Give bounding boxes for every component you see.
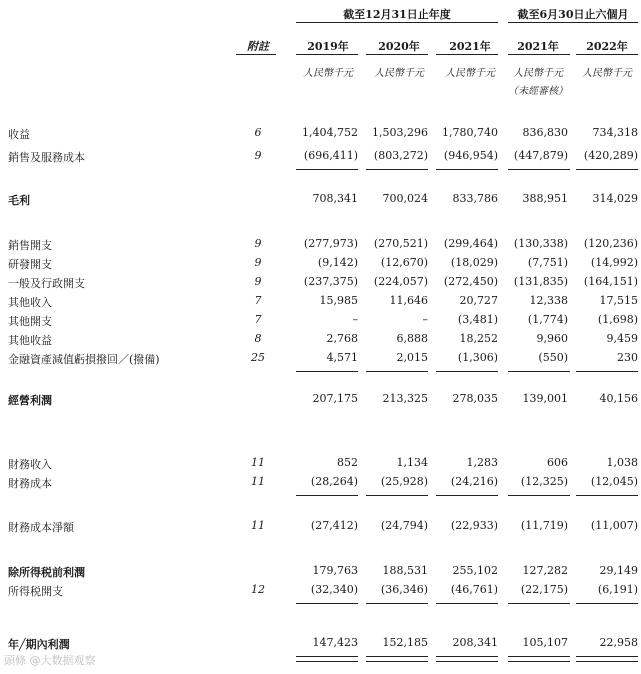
row-value: (237,375) — [303, 275, 358, 288]
header-note: 附註 — [247, 40, 269, 53]
row-value: 213,325 — [382, 392, 428, 405]
row-label: 收益 — [8, 128, 30, 141]
single-underline — [366, 603, 428, 604]
row-value: 255,102 — [452, 564, 498, 577]
double-underline — [296, 656, 358, 662]
row-value: 314,029 — [592, 192, 638, 205]
row-note: 11 — [251, 475, 265, 488]
row-note: 9 — [254, 275, 262, 288]
row-value: 11,646 — [389, 294, 428, 307]
row-value: (25,928) — [380, 475, 428, 488]
row-value: 700,024 — [382, 192, 428, 205]
row-value: (164,151) — [583, 275, 638, 288]
header-currency: 人民幣千元 — [445, 68, 495, 79]
header-fiscal-year-group: 截至12月31日止年度 — [343, 8, 451, 21]
row-value: (120,236) — [583, 237, 638, 250]
single-underline — [508, 169, 570, 170]
row-value: (550) — [538, 351, 568, 364]
row-value: (130,338) — [513, 237, 568, 250]
row-label: 銷售及服務成本 — [8, 151, 85, 164]
single-underline — [508, 603, 570, 604]
row-value: (696,411) — [303, 149, 358, 162]
row-value: (18,029) — [450, 256, 498, 269]
row-value: (1,698) — [597, 313, 638, 326]
row-value: (270,521) — [373, 237, 428, 250]
row-value: (12,670) — [380, 256, 428, 269]
row-label: 年╱期內利潤 — [8, 638, 70, 651]
row-value: 833,786 — [452, 192, 498, 205]
double-underline — [366, 656, 428, 662]
header-currency: 人民幣千元 — [374, 68, 424, 79]
single-underline — [366, 169, 428, 170]
row-note: 25 — [251, 351, 265, 364]
row-value: (9,142) — [317, 256, 358, 269]
row-value: 1,134 — [396, 456, 428, 469]
header-unaudited: （未經審核） — [508, 86, 568, 97]
row-value: 708,341 — [312, 192, 358, 205]
row-note: 9 — [254, 149, 262, 162]
row-value: 1,038 — [606, 456, 638, 469]
row-value: (22,933) — [450, 519, 498, 532]
single-underline — [296, 169, 358, 170]
row-value: 12,338 — [529, 294, 568, 307]
row-value: 105,107 — [522, 636, 568, 649]
row-value: (11,007) — [590, 519, 638, 532]
row-value: (420,289) — [583, 149, 638, 162]
row-value: (32,340) — [310, 583, 358, 596]
row-note: 12 — [251, 583, 265, 596]
row-value: – — [422, 313, 428, 326]
row-value: 20,727 — [459, 294, 498, 307]
row-value: 2,768 — [326, 332, 358, 345]
single-underline — [576, 495, 638, 496]
row-note: 6 — [254, 126, 262, 139]
single-underline — [576, 371, 638, 372]
row-value: 388,951 — [522, 192, 568, 205]
header-currency: 人民幣千元 — [303, 68, 353, 79]
header-six-months-group: 截至6月30日止六個月 — [517, 8, 629, 21]
header-currency: 人民幣千元 — [582, 68, 632, 79]
row-value: (12,325) — [520, 475, 568, 488]
row-value: 9,960 — [536, 332, 568, 345]
row-label: 金融資產減值虧損撥回／(撥備) — [8, 353, 160, 366]
row-label: 除所得税前利潤 — [8, 566, 85, 579]
header-fiscal-year-underline — [296, 22, 498, 23]
row-value: (46,761) — [450, 583, 498, 596]
header-year-2021-h1: 2021年 — [517, 40, 559, 53]
header-year-underline — [508, 54, 570, 55]
header-year-2019: 2019年 — [307, 40, 349, 53]
row-value: 1,404,752 — [302, 126, 358, 139]
header-year-underline — [436, 54, 498, 55]
row-value: 1,283 — [466, 456, 498, 469]
single-underline — [296, 371, 358, 372]
single-underline — [296, 495, 358, 496]
row-value: (277,973) — [303, 237, 358, 250]
row-label: 經營利潤 — [8, 394, 52, 407]
row-value: 4,571 — [326, 351, 358, 364]
row-value: 1,503,296 — [372, 126, 428, 139]
row-value: (272,450) — [443, 275, 498, 288]
row-value: (36,346) — [380, 583, 428, 596]
row-value: (27,412) — [310, 519, 358, 532]
single-underline — [576, 169, 638, 170]
row-value: (1,306) — [457, 351, 498, 364]
single-underline — [366, 371, 428, 372]
row-label: 其他收益 — [8, 334, 52, 347]
row-value: 9,459 — [606, 332, 638, 345]
row-value: 836,830 — [522, 126, 568, 139]
row-value: 1,780,740 — [442, 126, 498, 139]
row-value: 139,001 — [522, 392, 568, 405]
row-value: 127,282 — [522, 564, 568, 577]
row-value: 6,888 — [396, 332, 428, 345]
row-note: 7 — [254, 294, 262, 307]
row-note: 9 — [254, 237, 262, 250]
row-value: (12,045) — [590, 475, 638, 488]
row-value: 852 — [337, 456, 358, 469]
row-value: (14,992) — [590, 256, 638, 269]
row-value: 15,985 — [319, 294, 358, 307]
watermark: 頭條 @大数据观察 — [4, 654, 96, 667]
row-value: (299,464) — [443, 237, 498, 250]
row-note: 9 — [254, 256, 262, 269]
row-note: 11 — [251, 456, 265, 469]
row-value: 17,515 — [599, 294, 638, 307]
row-value: (11,719) — [520, 519, 568, 532]
row-value: (6,191) — [597, 583, 638, 596]
row-value: 230 — [617, 351, 638, 364]
row-value: 152,185 — [382, 636, 428, 649]
row-value: 188,531 — [382, 564, 428, 577]
row-value: 606 — [547, 456, 568, 469]
double-underline — [508, 656, 570, 662]
single-underline — [508, 371, 570, 372]
row-value: 734,318 — [592, 126, 638, 139]
row-value: 207,175 — [312, 392, 358, 405]
row-note: 8 — [254, 332, 262, 345]
row-value: (946,954) — [443, 149, 498, 162]
row-label: 毛利 — [8, 194, 30, 207]
single-underline — [576, 603, 638, 604]
header-year-2020: 2020年 — [378, 40, 420, 53]
header-year-2021: 2021年 — [449, 40, 491, 53]
row-value: (224,057) — [373, 275, 428, 288]
row-label: 財務成本淨額 — [8, 521, 74, 534]
header-currency: 人民幣千元 — [513, 68, 563, 79]
row-value: (28,264) — [310, 475, 358, 488]
header-year-2022-h1: 2022年 — [586, 40, 628, 53]
row-value: – — [352, 313, 358, 326]
row-note: 7 — [254, 313, 262, 326]
single-underline — [436, 371, 498, 372]
double-underline — [576, 656, 638, 662]
row-label: 研發開支 — [8, 258, 52, 271]
row-value: (3,481) — [457, 313, 498, 326]
row-value: 208,341 — [452, 636, 498, 649]
row-value: (131,835) — [513, 275, 568, 288]
row-value: 278,035 — [452, 392, 498, 405]
single-underline — [508, 495, 570, 496]
row-note: 11 — [251, 519, 265, 532]
single-underline — [436, 495, 498, 496]
single-underline — [366, 495, 428, 496]
row-value: (24,216) — [450, 475, 498, 488]
header-year-underline — [366, 54, 428, 55]
row-value: 29,149 — [599, 564, 638, 577]
row-value: 147,423 — [312, 636, 358, 649]
row-label: 一般及行政開支 — [8, 277, 85, 290]
row-value: 40,156 — [599, 392, 638, 405]
row-label: 其他收入 — [8, 296, 52, 309]
row-value: (7,751) — [527, 256, 568, 269]
single-underline — [436, 169, 498, 170]
header-year-underline — [296, 54, 358, 55]
row-value: (1,774) — [527, 313, 568, 326]
row-value: 22,958 — [599, 636, 638, 649]
row-label: 所得税開支 — [8, 585, 63, 598]
single-underline — [296, 603, 358, 604]
row-value: (447,879) — [513, 149, 568, 162]
row-label: 其他開支 — [8, 315, 52, 328]
row-value: 179,763 — [312, 564, 358, 577]
header-year-underline — [576, 54, 638, 55]
row-value: (803,272) — [373, 149, 428, 162]
row-label: 銷售開支 — [8, 239, 52, 252]
single-underline — [436, 603, 498, 604]
row-value: 18,252 — [459, 332, 498, 345]
row-value: 2,015 — [396, 351, 428, 364]
header-note-underline — [236, 54, 276, 55]
row-label: 財務成本 — [8, 477, 52, 490]
row-value: (22,175) — [520, 583, 568, 596]
row-value: (24,794) — [380, 519, 428, 532]
header-six-months-underline — [508, 22, 638, 23]
row-label: 財務收入 — [8, 458, 52, 471]
double-underline — [436, 656, 498, 662]
